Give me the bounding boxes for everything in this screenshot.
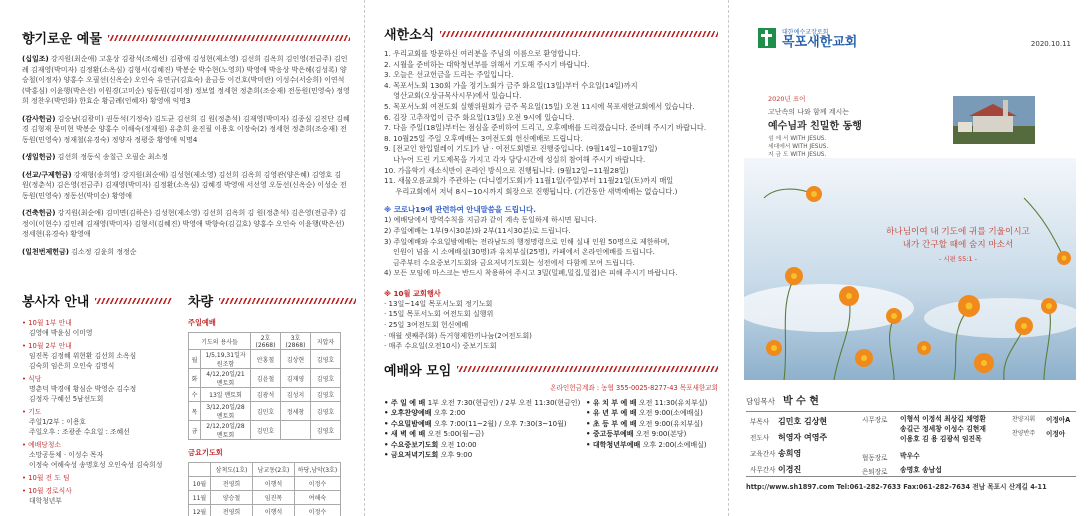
staff-role: 전도사: [750, 434, 770, 442]
volunteer-names: 주일1/2부 : 이용호 주일오후 : 조광준 수요일 : 조혜선: [29, 418, 130, 436]
worship-time: 오후 2:00: [433, 409, 466, 418]
sunday-vehicle-title: 주일예배: [188, 318, 216, 327]
worship-name: • 중고등부예배: [586, 430, 636, 439]
offering-names: 김소정 김윤희 정정순: [68, 247, 137, 256]
corona-item: 금주부터 수요중보기도회와 금요저녁기도회는 성전에서 다함께 모여 드립니다.: [384, 257, 635, 267]
middle-panel: [364, 0, 728, 516]
table-cell: 이행석: [253, 505, 295, 516]
church-name: 목포새한교회: [782, 35, 858, 50]
table-cell: 목: [189, 402, 201, 421]
table-cell: 금: [189, 421, 201, 440]
cosmos-flower-illustration: [744, 158, 1076, 380]
news-list: [384, 49, 718, 197]
worship-schedule-left: [384, 398, 581, 461]
volunteer-item: [22, 407, 172, 437]
table-header-cell: 3호(2868): [281, 333, 311, 350]
volunteer-item: [22, 473, 172, 483]
table-cell: 김민호: [251, 402, 281, 421]
news-item: 영산교회(오상규목사시무)에서 있습니다.: [384, 91, 522, 101]
offering-category: (선교/구제헌금): [22, 170, 72, 179]
worship-row: [384, 429, 574, 440]
table-cell: 김윤철: [251, 369, 281, 388]
offering-category: (건축헌금): [22, 209, 56, 217]
cover-panel: [728, 0, 1091, 516]
worship-time: 오후 9:00: [440, 451, 473, 460]
worship-row: [586, 398, 718, 409]
staff-role: 찬양지휘: [1012, 416, 1036, 423]
worship-time: 오전 10:00: [440, 440, 477, 449]
worship-time: 오전 9:00(유치부실): [638, 419, 703, 428]
staff-name: 송명호 송남섭: [900, 466, 942, 474]
title-hatch: [219, 298, 356, 304]
news-item: 7. 다음 주일(18일)부터는 점심을 준비하여 드리고, 오후예배를 드리겠습니다. 준비해 주시기 바랍니다.: [384, 123, 707, 133]
worship-name: • 유 년 부 예 배: [586, 409, 639, 418]
volunteer-heading: • 10월 1부 안내: [22, 319, 72, 327]
news-item: 2. 시월을 준비하는 대학청년부를 위해서 기도해 주시기 바랍니다.: [384, 59, 590, 69]
table-row: [189, 388, 341, 402]
table-cell: 김영호: [311, 369, 341, 388]
table-row: [189, 477, 341, 491]
friday-vehicle-title: 금요기도회: [188, 448, 223, 457]
table-cell: 정세창: [281, 402, 311, 421]
staff-role: 부목사: [750, 418, 770, 426]
volunteer-item: [22, 374, 172, 404]
staff-name: 송희영: [778, 449, 802, 458]
schedule-item: · 25일 3여전도회 헌신예배: [384, 320, 469, 330]
staff-role: 사무간사: [750, 466, 776, 474]
table-cell: 이정수: [295, 477, 341, 491]
table-cell: 1/5,19,31일자 원조함: [201, 350, 251, 369]
offering-title: 향기로운 예물: [22, 28, 350, 47]
worship-title: 예배와 모임: [384, 360, 718, 379]
volunteer-heading: • 10월 2부 안내: [22, 342, 72, 350]
table-row: [189, 491, 341, 505]
worship-name: • 새 벽 예 배: [384, 430, 428, 439]
volunteer-item: [22, 318, 172, 338]
staff-role: 협동장로: [862, 454, 888, 462]
worship-row: [586, 429, 718, 440]
motto-line-1: 고난속의 나와 함께 계시는: [768, 108, 850, 116]
table-cell: 김성지: [281, 388, 311, 402]
offering-category: (십일조): [22, 55, 49, 63]
staff-name: 박우수: [900, 452, 920, 460]
news-item: 1. 우리교회를 방문하신 여러분을 주님의 이름으로 환영합니다.: [384, 49, 581, 58]
worship-time: 오후 2:00(소예배실): [642, 440, 707, 449]
news-item: 11. 새물오름교회가 주관하는 (다니엘기도회)가 11월1일(주일)부터 11월21일(토)까지 매일: [384, 176, 674, 186]
church-logo: [758, 26, 888, 50]
bulletin-date: 2020.10.11: [1030, 40, 1071, 48]
table-cell: 전영희: [211, 505, 253, 516]
volunteer-names: 대학청년부: [29, 497, 62, 505]
worship-time: 오전 5:00(월~금): [427, 430, 485, 439]
left-panel: [0, 0, 364, 516]
worship-name: • 유 치 부 예 배: [586, 398, 639, 407]
volunteer-heading: • 기도: [22, 408, 42, 416]
church-building-photo: [953, 96, 1035, 144]
worship-row: [586, 408, 718, 419]
staff-name: 이정아A: [1046, 416, 1071, 424]
title-hatch: [108, 35, 350, 41]
vehicle-title: 차량: [188, 291, 356, 310]
volunteer-names: 임진목 김정혜 위현환 김선희 소옥심 김숙희 임은희 오인숙 김명식: [29, 352, 137, 370]
motto-year: 2020년 표어: [768, 95, 806, 103]
schedule-item: · 매월 셋째주(화) 독거형제한끼나눔(2여전도회): [384, 330, 532, 340]
volunteer-names: 소망공동체 · 이성수 목자 이정숙 여해숙성 송명호성 오인숙성 김숙희성: [29, 451, 163, 469]
news-item: 6. 김장 고추작업이 금주 화요일(13일) 오전 9시에 있습니다.: [384, 112, 575, 122]
table-cell: 김영호: [311, 402, 341, 421]
table-cell: 김민호: [251, 421, 281, 440]
news-item: 3. 오늘은 선교헌금을 드리는 주일입니다.: [384, 70, 514, 80]
table-header-cell: 남교동(2호): [253, 463, 295, 477]
worship-name: • 대학청년부예배: [586, 440, 643, 449]
staff-name: 김민호 김상현: [778, 417, 828, 426]
offering-names: 강지원(최순애) 김미면(김하은) 김성현(제소영) 김선희 김옥희 김 원(정춘석) 김은영(전금주) 김정이(이현수) 김인례 김재영(박미자) 김형서(김혜진) 박영애 박향숙(김길호) 양홍수 오인숙 이윤행(박은선) 정세현(유경숙) 황영애: [22, 209, 347, 238]
offering-paragraph: [22, 208, 350, 240]
table-header-cell: 기도의 용사들: [189, 333, 251, 350]
motto-sub-3: 지 금 도 WITH JESUS.: [768, 152, 827, 158]
offering-names: 김승남(김광미) 권동석(기정숙) 김도균 김선희 김 원(정춘석) 김재영(박미자) 김종심 김진단 김혜경 김형재 문미현 박봉순 양홍수 이해숙(정재원) 유춘희 윤진필 이용호 이장숙(2) 정세현 정춘희(조승재) 전동원(민영숙) 정재철(유경숙) 정양자 정평중 황영애 익명4: [22, 114, 350, 144]
corona-item: 인원이 넘을 시 소예배실(30명)과 유치부실(25명), 카페에서 온라인예배를 드립니다.: [384, 247, 655, 257]
volunteer-names: 김영애 박윤심 이미영: [29, 329, 93, 337]
staff-name: 이경진: [778, 465, 802, 474]
motto-line-2: 예수님과 친밀한 동행: [768, 121, 862, 132]
offering-names: 강지원(최순애) 고훈상 김광석(조혜선) 김광애 김성현(제소영) 김선희 김옥희 김인영(전금주) 김인례 김재영(박미자) 김정환(소옥심) 김형서(김혜진) 박봉순 박수현(노영희) 박영애 박응상 박은해(김성록) 양승철(이정자) 양홍수 오필선(신옥순) 오인숙 유연규(김효숙) 윤금동 이건호(박미란) 이성수(서승희) 이연석(박홍심) 이윤행(박은선) 이원경(고미순) 임동원(김미정) 정보열 정세현 정춘희(조승재) 전동원(민영숙) 정영희 정찬우(박민화) 한효순 황금례(인혜자) 황영애 익명3: [22, 55, 350, 105]
table-cell: 화: [189, 369, 201, 388]
worship-time: 오전 9:00(본당): [635, 430, 687, 439]
friday-vehicle-table: [188, 462, 341, 516]
worship-schedule-right: [586, 398, 718, 461]
table-cell: 임진목: [253, 491, 295, 505]
corona-item: 1) 예배당에서 방역수칙을 지금과 같이 계속 동일하게 하시면 됩니다.: [384, 215, 597, 225]
table-cell: 김재영: [281, 369, 311, 388]
news-item: 5. 목포서노회 여전도회 실행위원회가 금주 목요일(15일) 오전 11시에 목포새한교회에서 있습니다.: [384, 101, 695, 111]
news-item: 4. 목포서노회 130회 가을 정기노회가 금주 화요일(13일)부터 수요일(14일)까지: [384, 80, 638, 90]
worship-time: 오전 11:30(유치부실): [638, 398, 708, 407]
denomination: 대한예수교장로회: [782, 29, 829, 36]
staff-role: 찬양반주: [1012, 430, 1036, 437]
table-cell: 3/12,20일/28 멘토회: [201, 402, 251, 421]
table-cell: 전영희: [211, 477, 253, 491]
offering-paragraph: [22, 170, 350, 202]
schedule-list: [384, 299, 718, 352]
offering-paragraph: [22, 152, 350, 163]
corona-item: 2) 주일예배는 1부(9시30분)와 2부(11시30분)로 드립니다.: [384, 225, 571, 235]
offering-paragraph: [22, 247, 350, 258]
table-cell: 11월: [189, 491, 211, 505]
table-cell: 여해숙: [295, 491, 341, 505]
news-title: 새한소식: [384, 24, 718, 43]
news-item: 9. [전교인 한입릴레이 기도]가 남 · 여전도회별로 진행중입니다. (9월14일~10월17일): [384, 144, 658, 154]
offering-list: [22, 54, 350, 257]
schedule-title: ※ 10월 교회행사: [384, 288, 441, 298]
table-cell: 월: [189, 350, 201, 369]
table-header-cell: 하당,남악(3호): [295, 463, 341, 477]
table-cell: 김광석: [251, 388, 281, 402]
table-header-row: [189, 333, 341, 350]
table-cell: 10월: [189, 477, 211, 491]
volunteer-heading: • 식당: [22, 375, 42, 383]
volunteer-names: 명춘덕 박경애 황심순 박영순 김수정 김정자 구혜선 5남선도회: [29, 385, 137, 403]
worship-name: • 금요저녁기도회: [384, 451, 441, 460]
worship-time: 1부 오전 7:30(현금인) / 2부 오전 11:30(현금인): [427, 398, 581, 407]
staff-name: 허영자 여영주: [778, 433, 828, 442]
staff-name: 이정아: [1046, 430, 1066, 438]
volunteer-item: [22, 486, 172, 506]
pastor-label: 담임목사: [746, 397, 775, 406]
volunteer-item: [22, 341, 172, 371]
table-cell: 안홍철: [251, 350, 281, 369]
volunteer-title: 봉사자 안내: [22, 291, 172, 310]
table-row: [189, 350, 341, 369]
table-cell: 김영호: [311, 350, 341, 369]
table-header-row: [189, 463, 341, 477]
table-cell: 이정수: [295, 505, 341, 516]
table-cell: 12월: [189, 505, 211, 516]
table-cell: 4/12,20일/21 멘토회: [201, 369, 251, 388]
offering-names: 김선희 정동식 송칠근 오필순 최소정: [55, 153, 169, 161]
volunteer-list: [22, 318, 172, 506]
cross-logo-icon: [758, 28, 776, 48]
worship-name: • 오후찬양예배: [384, 409, 434, 418]
schedule-item: · 13일~14일 목포서노회 정기노회: [384, 298, 493, 308]
title-hatch: [457, 366, 718, 372]
worship-row: [384, 398, 581, 409]
table-header-cell: 지압자: [311, 333, 341, 350]
staff-role: 교육간사: [750, 450, 776, 458]
worship-row: [586, 440, 718, 451]
motto-sub-2: 세대에서 WITH JESUS.: [768, 144, 829, 150]
corona-item: 3) 주일예배와 수요일밤예배는 전라남도의 행정명령으로 인해 실내 인원 50명으로 제한하며,: [384, 236, 670, 246]
news-item: 8. 10월25일 주일 오후예배는 3여전도회 헌신예배로 드립니다.: [384, 133, 583, 143]
worship-row: [384, 440, 574, 451]
title-hatch: [440, 31, 718, 37]
news-item: 10. 가을학기 새소식반이 온라인 방식으로 진행됩니다. (9월12일~11월28일): [384, 165, 629, 175]
table-cell: 2/12,20일/28 멘토회: [201, 421, 251, 440]
worship-row: [384, 450, 574, 461]
table-header-cell: 삼척도(1호): [211, 463, 253, 477]
corona-item: 4) 모든 모임에 마스크는 반드시 착용하여 주시고 3밀(밀폐,밀집,밀접)은 피해 주시기 바랍니다.: [384, 268, 678, 278]
senior-pastor: [746, 392, 1076, 412]
table-header-cell: [189, 463, 211, 477]
scripture-verse: 하나님이여 내 기도에 귀를 기울이시고 내가 간구할 때에 숨지 마소서: [886, 227, 1030, 250]
staff-role: 은퇴장로: [862, 468, 888, 476]
title-hatch: [95, 298, 172, 304]
table-cell: 김영호: [311, 388, 341, 402]
table-row: [189, 421, 341, 440]
table-row: [189, 402, 341, 421]
scripture-reference: - 시편 55:1 -: [938, 255, 978, 263]
table-cell: [281, 421, 311, 440]
schedule-item: · 15일 목포서노회 여전도회 실행위: [384, 309, 494, 319]
worship-row: [384, 419, 574, 430]
worship-row: [586, 419, 718, 430]
table-cell: 13일 멘토회: [201, 388, 251, 402]
volunteer-heading: • 10월 경로식사: [22, 487, 72, 495]
schedule-item: · 매주 수요일(오전10시) 중보기도회: [384, 341, 497, 351]
sunday-vehicle-table: [188, 332, 341, 440]
online-offering-account: 온라인헌금계좌 : 농협 355-0025-8277-43 목포새한교회: [550, 383, 718, 392]
corona-notice-list: [384, 215, 718, 279]
offering-names: 강재형(송희영) 강지원(최순애) 김성현(제소영) 김선희 김옥희 김영관(양은혜) 김영호 김 원(정춘석) 김은영(전금주) 김재영(박미자) 김정환(소옥심) 김혜경 박영애 서선영 오동선(신옥순) 이성순 전동원(민영숙) 정동선(박미순) 황영애: [22, 170, 347, 200]
worship-name: • 초 등 부 예 배: [586, 419, 639, 428]
table-row: [189, 369, 341, 388]
contact-footer: http://www.sh1897.com Tel:061-282-7633 Fax:061-282-7634 전남 목포시 산계길 4-11: [746, 476, 1076, 491]
offering-category: (생일헌금): [22, 153, 56, 161]
volunteer-item: [22, 440, 172, 470]
table-cell: 김영호: [311, 421, 341, 440]
volunteer-heading: • 예배당청소: [22, 441, 61, 449]
table-cell: 수: [189, 388, 201, 402]
news-item: 나누어 드린 기도제목을 가지고 각자 담당시간에 성실히 참여해 주시기 바랍니다.: [384, 154, 646, 164]
corona-notice-title: ※ 코로나19에 관련하여 안내말씀을 드립니다.: [384, 205, 536, 215]
offering-category: (감사헌금): [22, 114, 56, 123]
worship-name: • 주 일 예 배: [384, 398, 428, 407]
table-cell: 김상현: [281, 350, 311, 369]
staff-role: 시무장로: [862, 416, 888, 424]
offering-paragraph: [22, 54, 350, 107]
news-item: 우리교회에서 저녁 8시~10시까지 회장으로 진행됩니다. (기간동안 새벽예배는 없습니다.): [384, 186, 678, 196]
table-row: [189, 505, 341, 516]
offering-category: (일천번제헌금): [22, 247, 69, 256]
worship-time: 오후 7:00(11~2월) / 오후 7:30(3~10월): [433, 419, 567, 428]
worship-name: • 수요밀밤예배: [384, 419, 434, 428]
table-cell: 양승철: [211, 491, 253, 505]
pastor-name: 박 수 현: [782, 396, 819, 407]
offering-paragraph: [22, 114, 350, 146]
worship-time: 오전 9:00(소예배실): [638, 409, 703, 418]
table-cell: 이행석: [253, 477, 295, 491]
volunteer-heading: • 10월 전 도 팀: [22, 474, 70, 482]
motto-sub-1: 섬 에 서 WITH JESUS.: [768, 136, 827, 142]
staff-name: 이형석 이정석 최상길 채영환 송길근 정세창 이성수 김현재 이용호 김 용 김광석 임진목: [900, 415, 986, 443]
table-header-cell: 2호(2668): [251, 333, 281, 350]
worship-row: [384, 408, 574, 419]
worship-name: • 수요중보기도회: [384, 440, 441, 449]
motto-block: [768, 94, 938, 159]
